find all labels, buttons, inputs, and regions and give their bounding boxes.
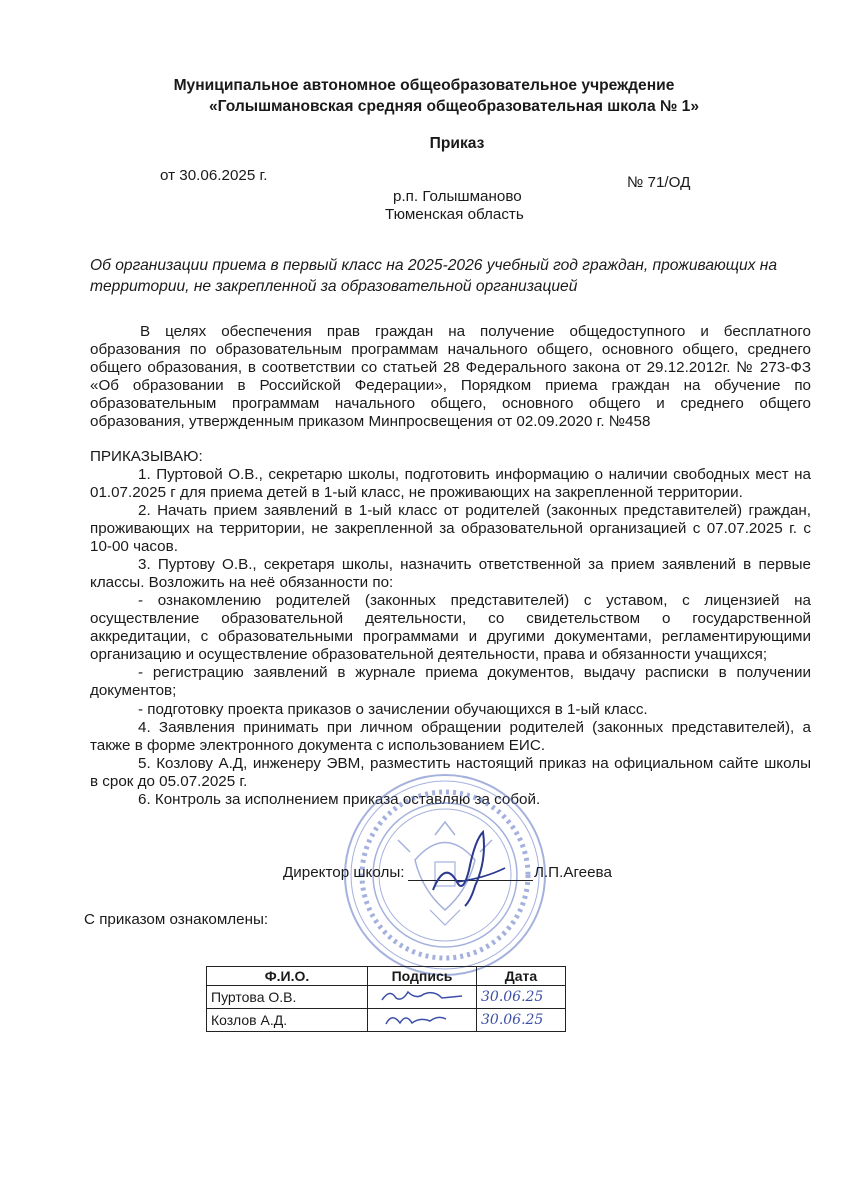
organization-name-line1: Муниципальное автономное общеобразовательное учреждение: [173, 77, 675, 94]
handwritten-signature-icon: [372, 986, 467, 1004]
order-item-line: 2. Начать прием заявлений в 1-ый класс от родителей (законных представителей) граждан,: [138, 502, 811, 519]
order-item-line: также в форме электронного документа с использованием ЕИС.: [90, 737, 546, 754]
column-header-name: Ф.И.О.: [207, 967, 368, 986]
row-signature: [368, 986, 477, 1009]
order-item-line: организацию и осуществление образовательной деятельности, права и обязанности учащихся;: [90, 646, 768, 663]
row-date: 30.06.25: [477, 1009, 566, 1032]
order-item-line: в срок до 05.07.2025 г.: [90, 773, 248, 790]
order-item-line: 5. Козлову А.Д, инженеру ЭВМ, разместить настоящий приказ на официальном сайте школы: [138, 755, 811, 772]
order-item-line: 1. Пуртовой О.В., секретарю школы, подготовить информацию о наличии свободных мест на: [138, 466, 811, 483]
subject-line: Об организации приема в первый класс на 2025-2026 учебный год граждан, проживающих на: [90, 257, 778, 274]
order-item-line: 10-00 часов.: [90, 538, 178, 555]
row-date: 30.06.25: [477, 986, 566, 1009]
preamble-line: «Об образовании в Российской Федерации», Порядком приема граждан на обучение по: [90, 377, 811, 394]
preamble-line: образования по образовательным программам начального общего, основного общего, среднего: [90, 341, 811, 358]
order-item-line: - ознакомлению родителей (законных представителей) с уставом, с лицензией на: [138, 592, 811, 609]
row-name: Козлов А.Д.: [207, 1009, 368, 1032]
order-item-line: аккредитации, с образовательными программами и другими документами, регламентирующими: [90, 628, 811, 645]
order-item-line: 01.07.2025 г для приема детей в 1-ый класс, не проживающих на закрепленной территории.: [90, 484, 743, 501]
preamble-line: образования, утвержденным приказом Минпросвещения от 02.09.2020 г. №458: [90, 413, 651, 430]
acquainted-label: С приказом ознакомлены:: [84, 911, 269, 928]
row-name: Пуртова О.В.: [207, 986, 368, 1009]
order-item-line: - подготовку проекта приказов о зачислении обучающихся в 1-ый класс.: [138, 701, 648, 718]
table-header-row: [207, 967, 566, 986]
order-item-line: документов;: [90, 682, 177, 699]
subject-line: территории, не закрепленной за образовательной организацией: [90, 278, 578, 295]
order-item-line: 3. Пуртову О.В., секретаря школы, назначить ответственной за прием заявлений в первые: [138, 556, 811, 573]
director-signature-icon: [405, 820, 515, 910]
row-signature: [368, 1009, 477, 1032]
preamble-line: В целях обеспечения прав граждан на получение общедоступного и бесплатного: [140, 323, 811, 340]
table-row: [207, 986, 566, 1009]
document-date: от 30.06.2025 г.: [160, 167, 268, 184]
acquaintance-table: [206, 966, 566, 1032]
director-name: Л.П.Агеева: [534, 864, 612, 881]
document-title: Приказ: [429, 135, 485, 152]
handwritten-signature-icon: [372, 1009, 467, 1027]
document-number: № 71/ОД: [627, 174, 691, 191]
table-row: [207, 1009, 566, 1032]
preamble-line: образовательным программам начального общего, основного общего и среднего общего: [90, 395, 811, 412]
place-region: Тюменская область: [385, 206, 524, 223]
place-settlement: р.п. Голышманово: [393, 188, 522, 205]
order-heading: ПРИКАЗЫВАЮ:: [90, 448, 203, 465]
signature-label: Директор школы:: [283, 864, 405, 881]
order-item-line: классы. Возложить на неё обязанности по:: [90, 574, 394, 591]
column-header-date: Дата: [477, 967, 566, 986]
order-item-line: 6. Контроль за исполнением приказа оставляю за собой.: [138, 791, 541, 808]
preamble-line: общего образования, в соответствии со статьей 28 Федерального закона от 29.12.2012г. № 273-ФЗ: [90, 359, 811, 376]
organization-name-line2: «Голышмановская средняя общеобразовательная школа № 1»: [208, 98, 700, 115]
order-item-line: 4. Заявления принимать при личном обращении родителей (законных представителей), а: [138, 719, 811, 736]
column-header-signature: Подпись: [368, 967, 477, 986]
order-item-line: проживающих на территории, не закрепленной за образовательной организацией с 07.07.2025 г. с: [90, 520, 811, 537]
order-item-line: - регистрацию заявлений в журнале приема документов, выдачу расписки в получении: [138, 664, 811, 681]
order-item-line: осуществление образовательной деятельности, со свидетельством о государственной: [90, 610, 811, 627]
